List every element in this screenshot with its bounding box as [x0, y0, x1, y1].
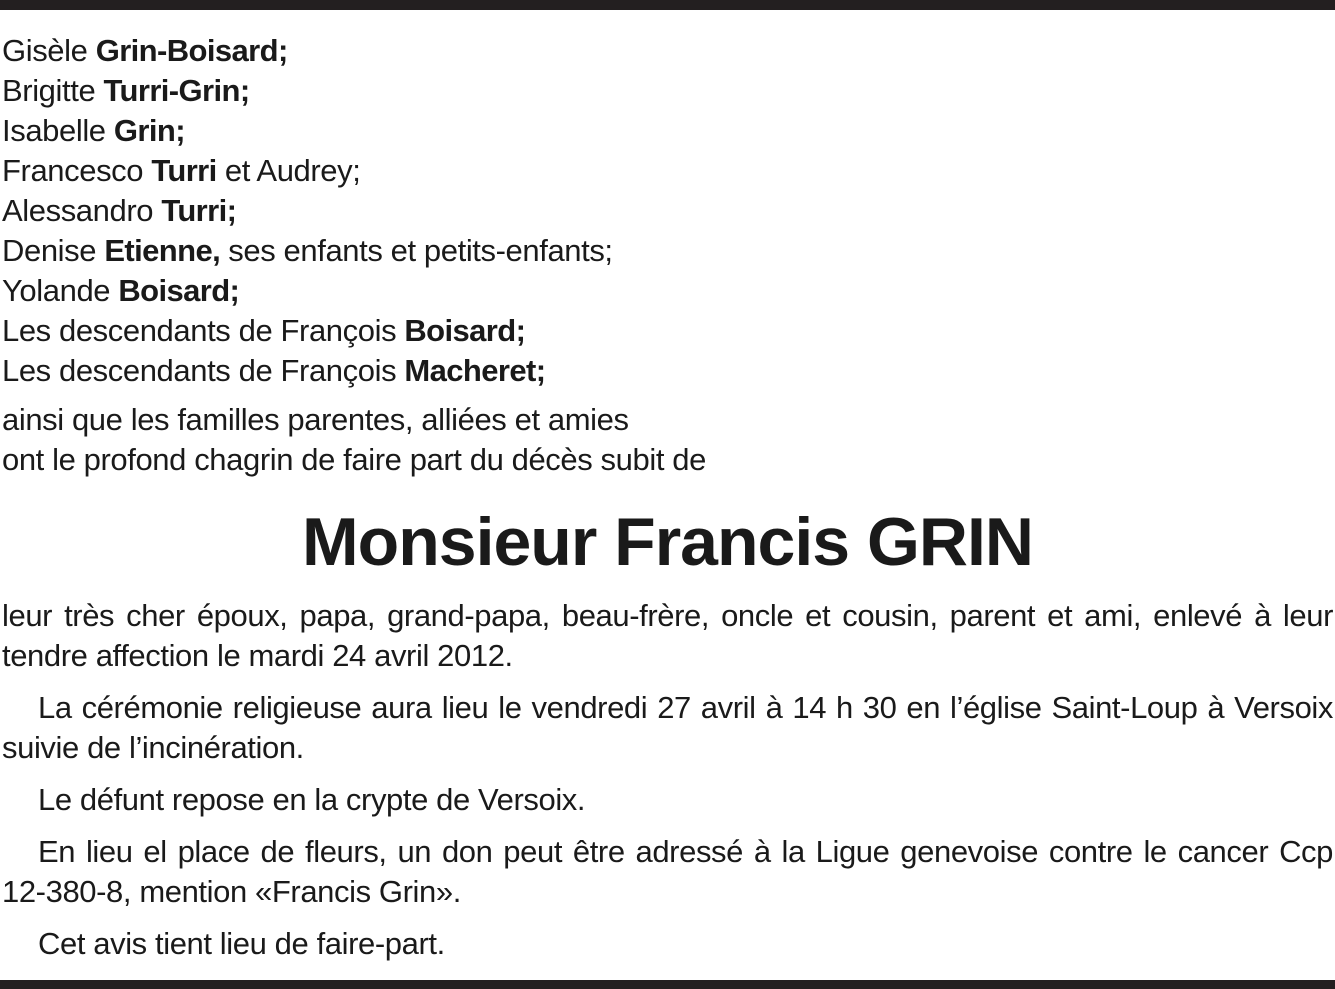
- family-list: [2, 31, 1333, 391]
- family-member-last-name: Etienne,: [104, 233, 221, 268]
- deceased-name: Monsieur Francis GRIN: [302, 504, 1033, 580]
- family-member-last-name: Boisard;: [404, 313, 526, 348]
- family-member-first-name: Francesco: [2, 153, 152, 188]
- rest-place-paragraph: Le défunt repose en la crypte de Versoix.: [38, 782, 586, 817]
- family-member-line: [2, 151, 1333, 191]
- family-member-first-name: Les descendants de François: [2, 313, 405, 348]
- family-member-line: [2, 71, 1333, 111]
- family-member-first-name: Brigitte: [2, 73, 104, 108]
- family-member-line: [2, 271, 1333, 311]
- family-member-line: [2, 231, 1333, 271]
- family-member-first-name: Denise: [2, 233, 105, 268]
- family-member-last-name: Macheret;: [404, 353, 546, 388]
- bottom-border-rule: [0, 980, 1335, 989]
- obituary-notice: [2, 31, 1333, 964]
- family-member-line: [2, 351, 1333, 391]
- intro-line: ont le profond chagrin de faire part du décès subit de: [2, 442, 706, 477]
- family-member-line: [2, 111, 1333, 151]
- family-member-last-name: Turri: [151, 153, 217, 188]
- donation-paragraph: En lieu el place de fleurs, un don peut être adressé à la Ligue genevoise contre le cancer Ccp 12-380-8, mention «Francis Grin».: [2, 834, 1333, 909]
- top-border-rule: [0, 0, 1335, 10]
- family-member-line: [2, 31, 1333, 71]
- family-member-first-name: Yolande: [2, 273, 119, 308]
- family-member-last-name: Boisard;: [118, 273, 240, 308]
- announcement-intro: [2, 400, 1333, 480]
- family-member-first-name: Les descendants de François: [2, 353, 405, 388]
- notice-paragraph: Cet avis tient lieu de faire-part.: [38, 926, 445, 961]
- family-member-first-name: Alessandro: [2, 193, 162, 228]
- ceremony-paragraph: La cérémonie religieuse aura lieu le vendredi 27 avril à 14 h 30 en l’église Saint-Loup à Versoix suivie de l’incinération.: [2, 690, 1333, 765]
- family-member-last-name: Turri-Grin;: [103, 73, 250, 108]
- intro-line: ainsi que les familles parentes, alliées et amies: [2, 402, 629, 437]
- family-member-last-name: Grin-Boisard;: [95, 33, 288, 68]
- family-member-extra: ses enfants et petits-enfants;: [220, 233, 613, 268]
- family-member-line: [2, 191, 1333, 231]
- family-member-last-name: Grin;: [113, 113, 185, 148]
- relation-paragraph: leur très cher époux, papa, grand-papa, beau-frère, oncle et cousin, parent et ami, enlevé à leur tendre affection le mardi 24 avril 2012.: [2, 598, 1333, 673]
- family-member-first-name: Isabelle: [2, 113, 114, 148]
- family-member-line: [2, 311, 1333, 351]
- family-member-last-name: Turri;: [161, 193, 237, 228]
- family-member-extra: et Audrey;: [216, 153, 361, 188]
- family-member-first-name: Gisèle: [2, 33, 96, 68]
